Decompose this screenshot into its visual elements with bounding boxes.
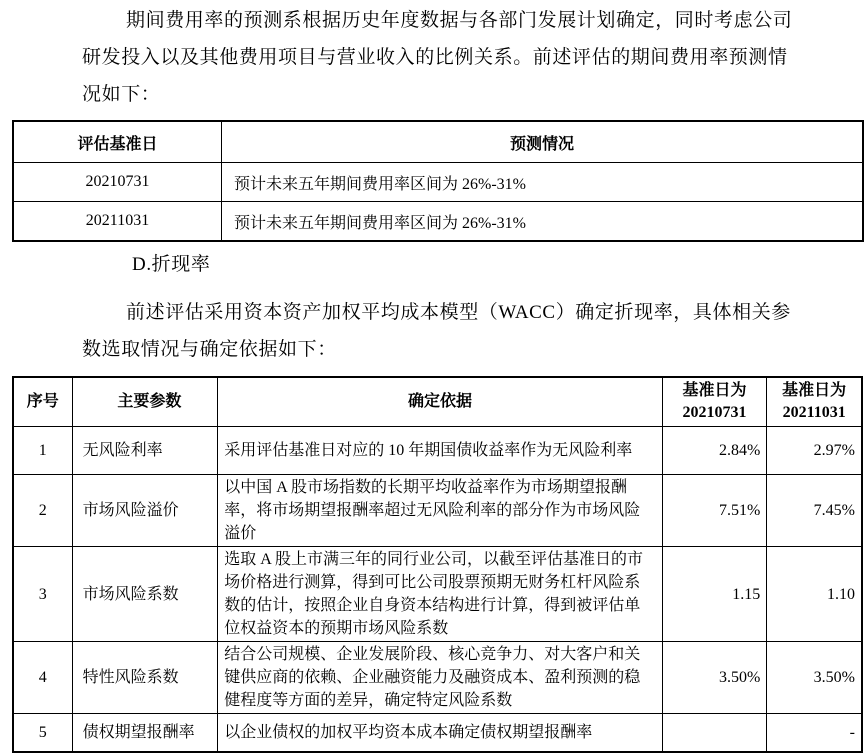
wacc-parameter-table [12, 376, 863, 753]
table-row [13, 202, 863, 242]
table-cell: 7.51% [662, 475, 767, 547]
table-cell: 选取 A 股上市满三年的同行业公司，以截至评估基准日的市场价格进行测算，得到可比公司股票预期无财务杠杆风险系数的估计，按照企业自身资本结构进行计算，得到被评估单位权益资本的预期市场风险系数 [218, 547, 662, 642]
table-cell: 20210731 [13, 163, 222, 202]
paragraph-wacc: 前述评估采用资本资产加权平均成本模型（WACC）确定折现率，具体相关参数选取情况与确定依据如下： [82, 302, 791, 360]
column-header: 预测情况 [222, 121, 864, 163]
table-cell: 预计未来五年期间费用率区间为 26%-31% [222, 202, 864, 242]
table-cell: 特性风险系数 [72, 642, 218, 714]
table-row [13, 714, 862, 752]
table-cell: 预计未来五年期间费用率区间为 26%-31% [222, 163, 864, 202]
table-cell: 2.84% [662, 427, 767, 475]
column-header: 评估基准日 [13, 121, 222, 163]
table-cell: 市场风险系数 [72, 547, 218, 642]
table-cell: 2.97% [767, 427, 862, 475]
paragraph-expense-rate: 期间费用率的预测系根据历史年度数据与各部门发展计划确定，同时考虑公司研发投入以及其他费用项目与营业收入的比例关系。前述评估的期间费用率预测情况如下： [82, 10, 793, 105]
table-cell: 市场风险溢价 [72, 475, 218, 547]
table-header-row [13, 121, 863, 163]
table-cell: 3 [13, 547, 72, 642]
table-cell: 1.10 [767, 547, 862, 642]
table-cell: 7.45% [767, 475, 862, 547]
table-cell: 5 [13, 714, 72, 752]
column-header: 序号 [13, 377, 72, 427]
column-header: 确定依据 [218, 377, 662, 427]
table-cell: 1 [13, 427, 72, 475]
table-row [13, 475, 862, 547]
section-heading-discount-rate: D.折现率 [132, 254, 211, 275]
column-header: 主要参数 [72, 377, 218, 427]
table-cell: 1.15 [662, 547, 767, 642]
table-cell: 20211031 [13, 202, 222, 242]
table-cell: 债权期望报酬率 [72, 714, 218, 752]
table-cell: 2 [13, 475, 72, 547]
column-header: 基准日为 20211031 [767, 377, 862, 427]
table-cell: 无风险利率 [72, 427, 218, 475]
table-cell: - [767, 714, 862, 752]
table-cell: 结合公司规模、企业发展阶段、核心竞争力、对大客户和关键供应商的依赖、企业融资能力及融资成本、盈利预测的稳健程度等方面的差异，确定特定风险系数 [218, 642, 662, 714]
table-row [13, 427, 862, 475]
table-row [13, 163, 863, 202]
table-cell [662, 714, 767, 752]
table-cell: 以企业债权的加权平均资本成本确定债权期望报酬率 [218, 714, 662, 752]
table-row [13, 642, 862, 714]
table-cell: 以中国 A 股市场指数的长期平均收益率作为市场期望报酬率，将市场期望报酬率超过无风险利率的部分作为市场风险溢价 [218, 475, 662, 547]
table-cell: 3.50% [767, 642, 862, 714]
column-header: 基准日为 20210731 [662, 377, 767, 427]
table-cell: 采用评估基准日对应的 10 年期国债收益率作为无风险利率 [218, 427, 662, 475]
table-cell: 4 [13, 642, 72, 714]
table-header-row [13, 377, 862, 427]
table-row [13, 547, 862, 642]
expense-rate-table [12, 120, 864, 242]
table-cell: 3.50% [662, 642, 767, 714]
